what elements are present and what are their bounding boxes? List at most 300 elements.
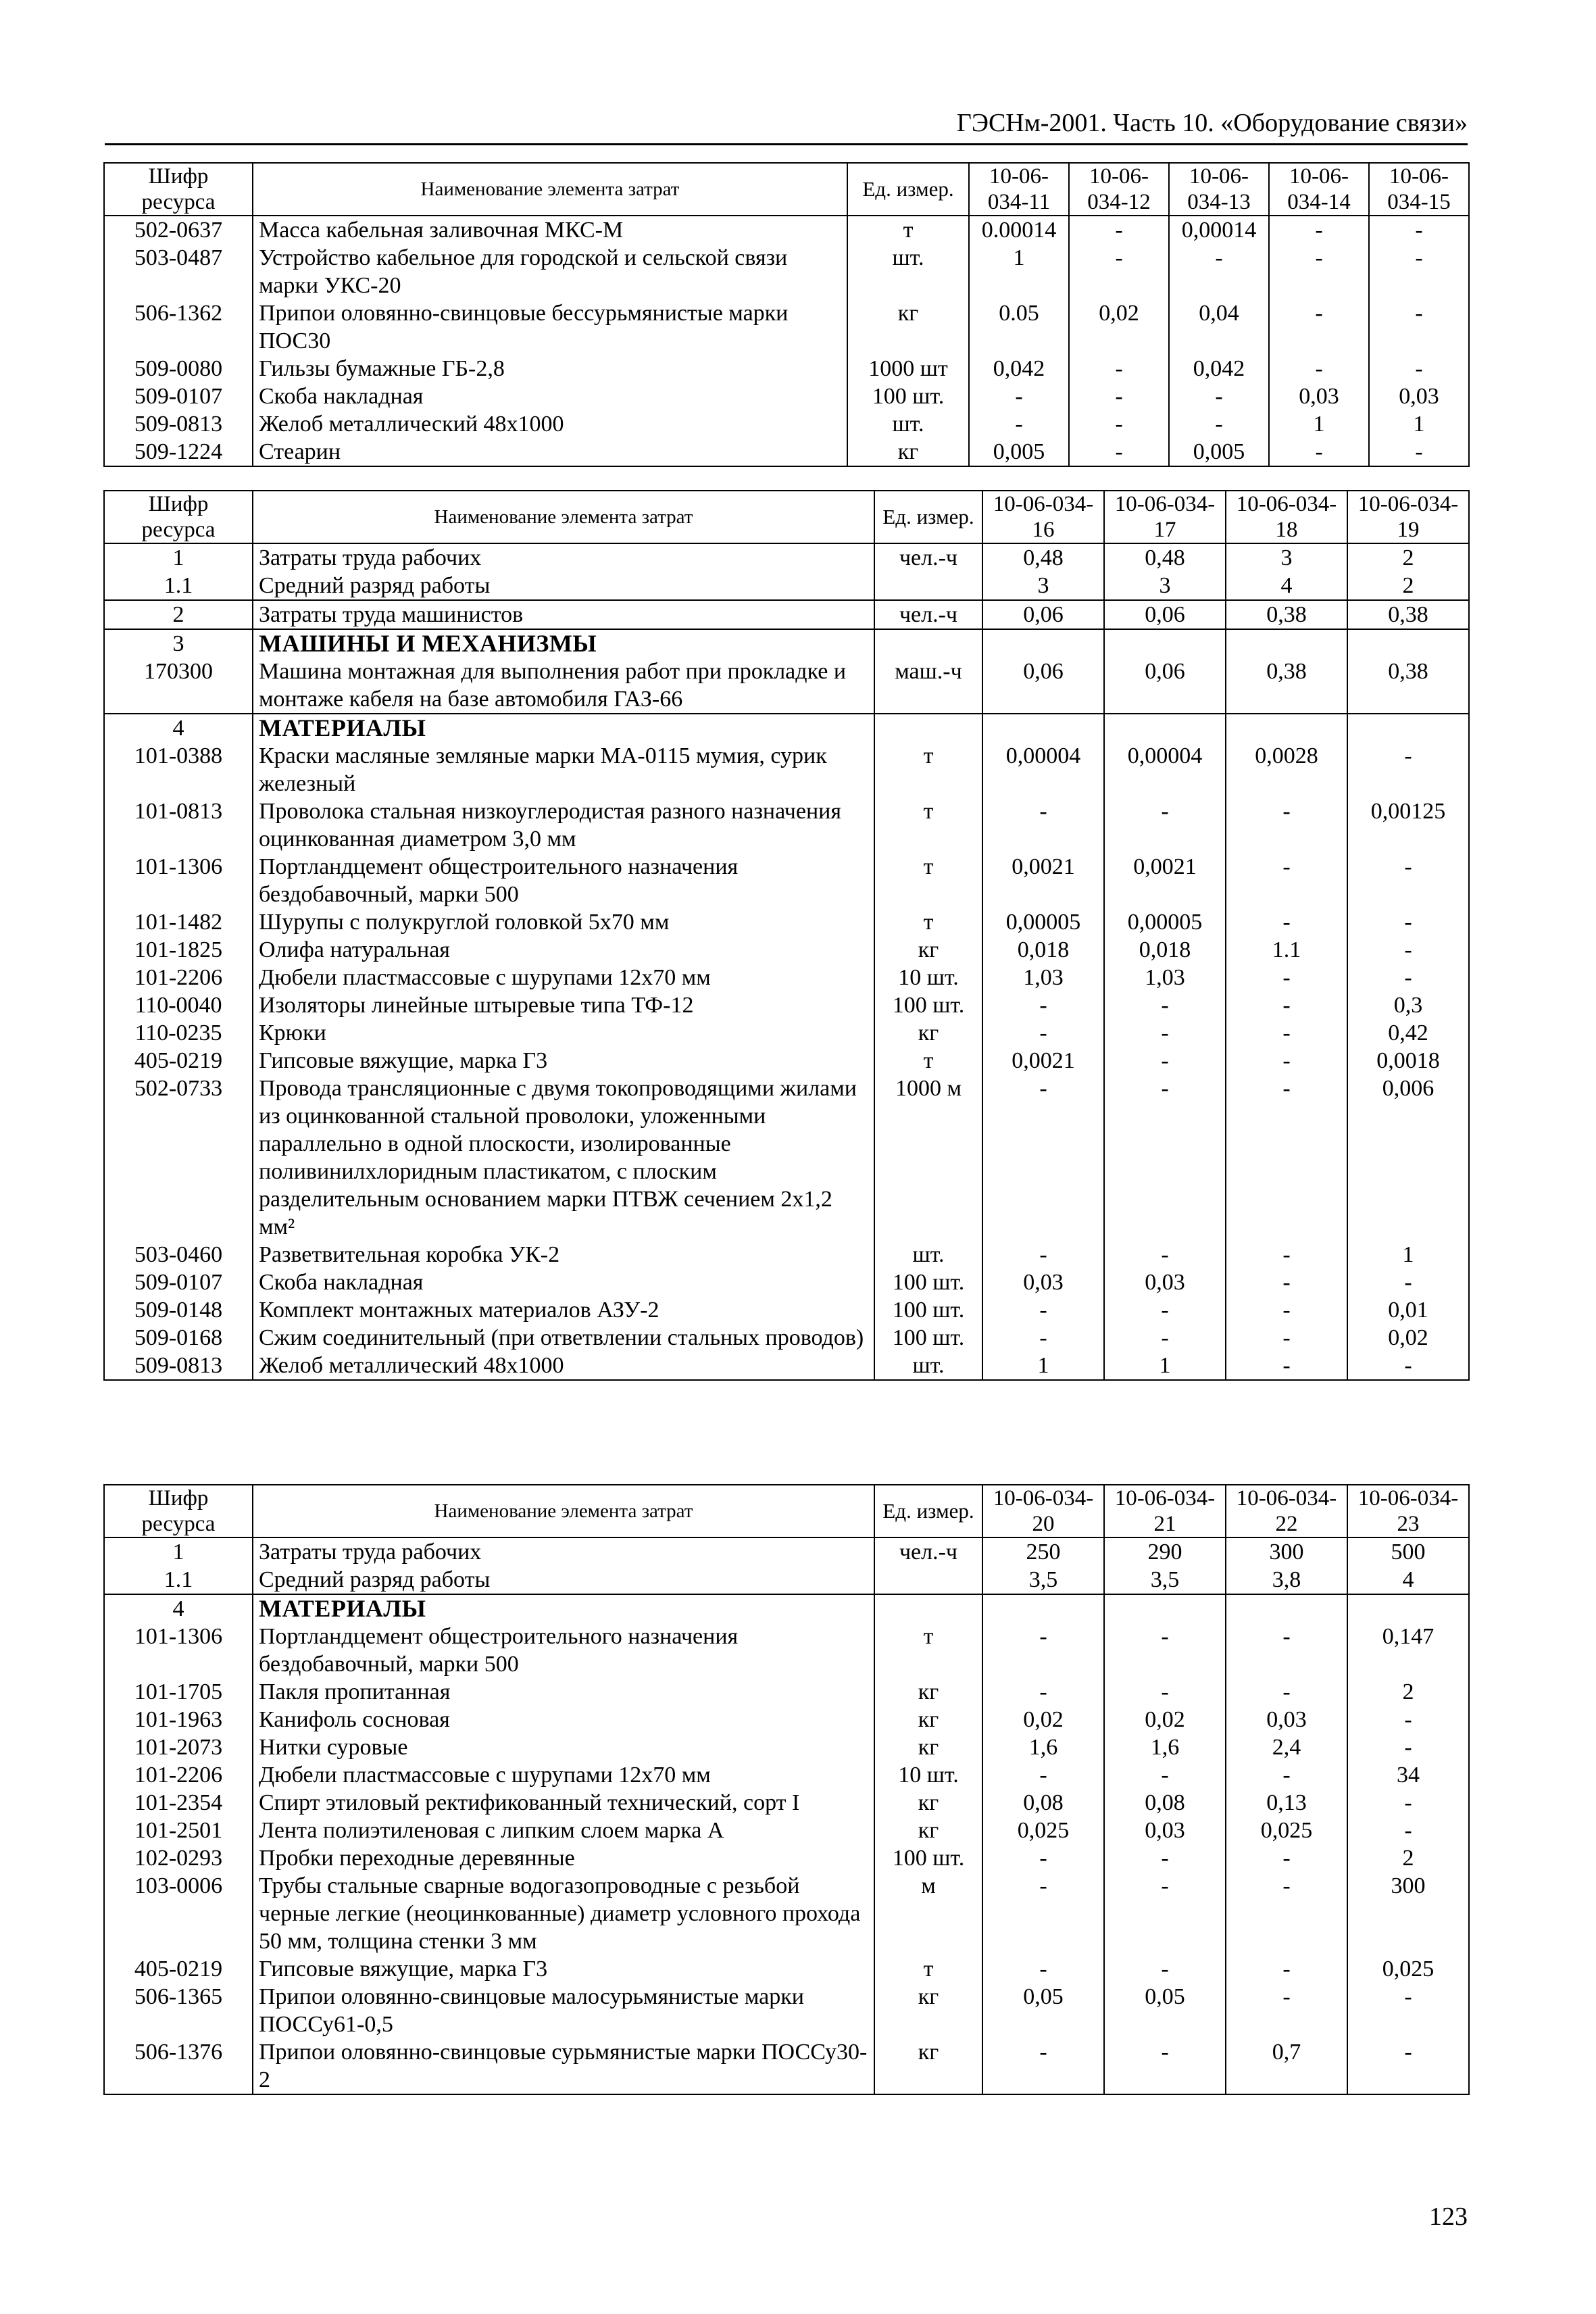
norm-value-cell: 1.1 — [1226, 936, 1347, 964]
norm-value-cell: 0,38 — [1226, 658, 1347, 714]
norm-value-cell: - — [1347, 1789, 1469, 1817]
table-row — [104, 1241, 1469, 1269]
norm-value-cell: - — [1226, 1352, 1347, 1380]
unit-cell: 1000 м — [874, 1075, 982, 1241]
norm-value-cell: - — [1104, 1872, 1226, 1955]
resource-code: 110-0040 — [104, 991, 253, 1019]
norm-value-cell: 0,00004 — [1104, 742, 1226, 797]
cost-element-name: Лента полиэтиленовая с липким слоем марка А — [253, 1817, 874, 1844]
norm-value-cell: 0,08 — [982, 1789, 1104, 1817]
norm-value-cell: - — [1226, 1955, 1347, 1983]
cost-element-name: Трубы стальные сварные водогазопроводные с резьбой черные легкие (неоцинкованные) диаметр условного прохода 50 мм, толщина стенки 3 мм — [253, 1872, 874, 1955]
header-norm: 10-06-034-19 — [1347, 491, 1469, 543]
norm-value-cell: 0,13 — [1226, 1789, 1347, 1817]
norm-value-cell: - — [1226, 1983, 1347, 2038]
page-number: 123 — [1429, 2202, 1468, 2231]
cost-element-name: Спирт этиловый ректификованный технический, сорт I — [253, 1789, 874, 1817]
norm-value-cell: 2 — [1347, 572, 1469, 600]
cost-element-name: Гипсовые вяжущие, марка Г3 — [253, 1955, 874, 1983]
resource-code: 509-0107 — [104, 1269, 253, 1296]
norm-value-cell: - — [1369, 244, 1469, 299]
norm-value-cell: 0,06 — [1104, 658, 1226, 714]
norm-value-cell: - — [1369, 216, 1469, 244]
resource-code: 503-0460 — [104, 1241, 253, 1269]
unit-cell: кг — [874, 1678, 982, 1706]
norm-value-cell — [1347, 1594, 1469, 1623]
norm-value-cell: - — [1347, 964, 1469, 991]
norm-value-cell: - — [982, 1019, 1104, 1047]
norm-value-cell: 1 — [969, 244, 1069, 299]
norm-value-cell: - — [982, 1761, 1104, 1789]
norm-value-cell: - — [1104, 1296, 1226, 1324]
cost-element-name: Разветвительная коробка УК-2 — [253, 1241, 874, 1269]
norm-value-cell: 0.05 — [969, 299, 1069, 355]
cost-element-name: Средний разряд работы — [253, 1566, 874, 1594]
norm-value-cell: - — [982, 991, 1104, 1019]
unit-cell: кг — [874, 936, 982, 964]
norm-value-cell — [1104, 1594, 1226, 1623]
header-rule — [105, 143, 1468, 145]
norm-value-cell: 0,0018 — [1347, 1047, 1469, 1075]
header-norm: 10-06-034-23 — [1347, 1485, 1469, 1537]
norm-value-cell: - — [982, 1075, 1104, 1241]
norm-value-cell: 0,7 — [1226, 2038, 1347, 2094]
norm-value-cell: 0,00125 — [1347, 797, 1469, 853]
cost-element-name: Провода трансляционные с двумя токопроводящими жилами из оцинкованной стальной проволоки, уложенными параллельно в одной плоскости, изолированные поливинилхлоридным пластикатом, с плоским разделительным основанием марки ПТВЖ сечением 2х1,2 мм² — [253, 1075, 874, 1241]
norm-value-cell: 0,02 — [1069, 299, 1169, 355]
resource-code: 502-0637 — [104, 216, 253, 244]
norm-value-cell: - — [969, 410, 1069, 438]
norm-value-cell: - — [1226, 1047, 1347, 1075]
resource-table-1 — [103, 162, 1470, 467]
norm-value-cell: - — [1104, 797, 1226, 853]
norm-value-cell: - — [1069, 410, 1169, 438]
header-norm: 10-06-034-11 — [969, 163, 1069, 216]
unit-cell: т — [874, 742, 982, 797]
norm-value-cell: 0,38 — [1347, 658, 1469, 714]
table-row — [104, 2038, 1469, 2094]
header-name: Наименование элемента затрат — [253, 491, 874, 543]
header-code: Шифр ресурса — [104, 163, 253, 216]
resource-code: 101-1963 — [104, 1706, 253, 1733]
unit-cell: чел.-ч — [874, 600, 982, 629]
norm-value-cell: - — [1104, 1075, 1226, 1241]
norm-value-cell: - — [982, 1623, 1104, 1678]
header-unit: Ед. измер. — [874, 491, 982, 543]
table-row — [104, 1789, 1469, 1817]
norm-value-cell: - — [1347, 1352, 1469, 1380]
norm-value-cell: - — [1104, 1047, 1226, 1075]
norm-value-cell: 1 — [1104, 1352, 1226, 1380]
norm-value-cell: - — [1226, 853, 1347, 908]
resource-code: 110-0235 — [104, 1019, 253, 1047]
norm-value-cell: - — [1226, 1872, 1347, 1955]
norm-value-cell: 0,05 — [982, 1983, 1104, 2038]
table-row — [104, 1817, 1469, 1844]
norm-value-cell: 0,48 — [1104, 543, 1226, 572]
norm-value-cell: 0,00004 — [982, 742, 1104, 797]
unit-cell: кг — [847, 438, 969, 466]
norm-value-cell: 0,00005 — [1104, 908, 1226, 936]
norm-value-cell: - — [1347, 1733, 1469, 1761]
cost-element-name: Пакля пропитанная — [253, 1678, 874, 1706]
header-code: Шифр ресурса — [104, 1485, 253, 1537]
resource-code: 506-1362 — [104, 299, 253, 355]
norm-value-cell: 0,42 — [1347, 1019, 1469, 1047]
resource-code: 509-0107 — [104, 383, 253, 410]
norm-value-cell: 0,3 — [1347, 991, 1469, 1019]
norm-value-cell: 0,042 — [1169, 355, 1269, 383]
norm-value-cell: - — [1069, 383, 1169, 410]
norm-value-cell: 0,03 — [1104, 1269, 1226, 1296]
resource-code: 101-2073 — [104, 1733, 253, 1761]
norm-value-cell: 0,005 — [1169, 438, 1269, 466]
norm-value-cell: - — [982, 1678, 1104, 1706]
norm-value-cell: 3,5 — [1104, 1566, 1226, 1594]
norm-value-cell: - — [1069, 216, 1169, 244]
norm-value-cell: - — [982, 1324, 1104, 1352]
table-row — [104, 1566, 1469, 1594]
norm-value-cell: 1 — [1347, 1241, 1469, 1269]
unit-cell: кг — [874, 1706, 982, 1733]
resource-code: 4 — [104, 714, 253, 742]
resource-code: 4 — [104, 1594, 253, 1623]
cost-element-name: Сжим соединительный (при ответвлении стальных проводов) — [253, 1324, 874, 1352]
table-row — [104, 1296, 1469, 1324]
norm-value-cell: - — [1104, 2038, 1226, 2094]
norm-value-cell: 3 — [1226, 543, 1347, 572]
cost-element-name: Затраты труда рабочих — [253, 543, 874, 572]
unit-cell: 100 шт. — [874, 1296, 982, 1324]
resource-code: 2 — [104, 600, 253, 629]
norm-value-cell: - — [1226, 1844, 1347, 1872]
unit-cell: т — [874, 853, 982, 908]
norm-value-cell: 2,4 — [1226, 1733, 1347, 1761]
norm-value-cell — [1347, 629, 1469, 658]
unit-cell — [874, 572, 982, 600]
table-row — [104, 1594, 1469, 1623]
norm-value-cell: - — [1226, 1269, 1347, 1296]
norm-value-cell: - — [1226, 1296, 1347, 1324]
norm-value-cell: - — [1104, 1623, 1226, 1678]
norm-value-cell: 0,018 — [1104, 936, 1226, 964]
resource-code: 405-0219 — [104, 1047, 253, 1075]
resource-code: 101-2206 — [104, 1761, 253, 1789]
norm-value-cell: 0,03 — [1369, 383, 1469, 410]
resource-code: 1 — [104, 1537, 253, 1566]
table-row — [104, 936, 1469, 964]
norm-value-cell: 0,0021 — [982, 1047, 1104, 1075]
header-norm: 10-06-034-17 — [1104, 491, 1226, 543]
norm-value-cell: - — [1226, 1019, 1347, 1047]
norm-value-cell — [1226, 714, 1347, 742]
norm-value-cell: - — [982, 2038, 1104, 2094]
cost-element-name: Затраты труда рабочих — [253, 1537, 874, 1566]
norm-value-cell: - — [1226, 1761, 1347, 1789]
resource-code: 102-0293 — [104, 1844, 253, 1872]
cost-element-name: Дюбели пластмассовые с шурупами 12х70 мм — [253, 964, 874, 991]
header-norm: 10-06-034-13 — [1169, 163, 1269, 216]
unit-cell: м — [874, 1872, 982, 1955]
resource-code: 509-1224 — [104, 438, 253, 466]
norm-value-cell: 0,06 — [1104, 600, 1226, 629]
norm-value-cell: 0,08 — [1104, 1789, 1226, 1817]
norm-value-cell: 500 — [1347, 1537, 1469, 1566]
resource-code: 506-1365 — [104, 1983, 253, 2038]
norm-value-cell: 0,042 — [969, 355, 1069, 383]
unit-cell: 100 шт. — [874, 1844, 982, 1872]
table-row — [104, 1872, 1469, 1955]
norm-value-cell: - — [1226, 991, 1347, 1019]
resource-code: 503-0487 — [104, 244, 253, 299]
unit-cell: т — [847, 216, 969, 244]
norm-value-cell: 1 — [1269, 410, 1369, 438]
table-row — [104, 1706, 1469, 1733]
norm-value-cell: 0.00014 — [969, 216, 1069, 244]
norm-value-cell: 250 — [982, 1537, 1104, 1566]
norm-value-cell: - — [1226, 1623, 1347, 1678]
norm-value-cell: 1,6 — [1104, 1733, 1226, 1761]
cost-element-name: Изоляторы линейные штыревые типа ТФ-12 — [253, 991, 874, 1019]
norm-value-cell: - — [1104, 1761, 1226, 1789]
section-heading: МАТЕРИАЛЫ — [253, 1594, 874, 1623]
norm-value-cell — [982, 1594, 1104, 1623]
norm-value-cell: 1,6 — [982, 1733, 1104, 1761]
resource-code: 3 — [104, 629, 253, 658]
norm-value-cell: - — [1104, 1241, 1226, 1269]
norm-value-cell: 300 — [1347, 1872, 1469, 1955]
norm-value-cell: - — [1347, 936, 1469, 964]
header-norm: 10-06-034-22 — [1226, 1485, 1347, 1537]
norm-value-cell: - — [982, 797, 1104, 853]
norm-value-cell: - — [1269, 216, 1369, 244]
norm-value-cell — [982, 629, 1104, 658]
norm-value-cell: - — [1104, 1019, 1226, 1047]
header-norm: 10-06-034-15 — [1369, 163, 1469, 216]
unit-cell: т — [874, 1047, 982, 1075]
header-norm: 10-06-034-12 — [1069, 163, 1169, 216]
resource-code: 509-0813 — [104, 410, 253, 438]
cost-element-name: Припои оловянно-свинцовые малосурьмянистые марки ПОССу61-0,5 — [253, 1983, 874, 2038]
cost-element-name: Скоба накладная — [253, 383, 847, 410]
resource-code: 101-2354 — [104, 1789, 253, 1817]
table-row — [104, 1761, 1469, 1789]
table-row — [104, 964, 1469, 991]
norm-value-cell: - — [969, 383, 1069, 410]
table-row — [104, 1352, 1469, 1380]
header-norm: 10-06-034-14 — [1269, 163, 1369, 216]
cost-element-name: Скоба накладная — [253, 1269, 874, 1296]
header-norm: 10-06-034-20 — [982, 1485, 1104, 1537]
table-row — [104, 600, 1469, 629]
resource-code: 101-2206 — [104, 964, 253, 991]
unit-cell: шт. — [847, 410, 969, 438]
norm-value-cell: 0,03 — [982, 1269, 1104, 1296]
cost-element-name: Портландцемент общестроительного назначения бездобавочный, марки 500 — [253, 1623, 874, 1678]
cost-element-name: Затраты труда машинистов — [253, 600, 874, 629]
resource-code: 101-0813 — [104, 797, 253, 853]
norm-value-cell: 0,005 — [969, 438, 1069, 466]
norm-value-cell: - — [1369, 438, 1469, 466]
table-row — [104, 299, 1469, 355]
norm-value-cell: 0,38 — [1226, 600, 1347, 629]
cost-element-name: Проволока стальная низкоуглеродистая разного назначения оцинкованная диаметром 3,0 мм — [253, 797, 874, 853]
norm-value-cell: 0,02 — [1347, 1324, 1469, 1352]
cost-element-name: Припои оловянно-свинцовые сурьмянистые марки ПОССу30-2 — [253, 2038, 874, 2094]
document-header-title: ГЭСНм-2001. Часть 10. «Оборудование связи» — [956, 109, 1468, 137]
resource-code: 502-0733 — [104, 1075, 253, 1241]
unit-cell: кг — [847, 299, 969, 355]
norm-value-cell: - — [1104, 1955, 1226, 1983]
norm-value-cell: - — [982, 1296, 1104, 1324]
norm-value-cell: 0,06 — [982, 600, 1104, 629]
norm-value-cell: - — [982, 1844, 1104, 1872]
resource-code: 509-0813 — [104, 1352, 253, 1380]
norm-value-cell: - — [1104, 1324, 1226, 1352]
norm-value-cell: 0,03 — [1226, 1706, 1347, 1733]
cost-element-name: Краски масляные земляные марки МА-0115 мумия, сурик железный — [253, 742, 874, 797]
norm-value-cell: - — [1369, 355, 1469, 383]
resource-code: 509-0148 — [104, 1296, 253, 1324]
unit-cell: кг — [874, 1019, 982, 1047]
table-row — [104, 244, 1469, 299]
table-row — [104, 1844, 1469, 1872]
resource-code: 170300 — [104, 658, 253, 714]
norm-value-cell: - — [1226, 797, 1347, 853]
norm-value-cell: 290 — [1104, 1537, 1226, 1566]
norm-value-cell: 0,04 — [1169, 299, 1269, 355]
header-name: Наименование элемента затрат — [253, 1485, 874, 1537]
norm-value-cell: - — [1169, 244, 1269, 299]
norm-value-cell: - — [1347, 2038, 1469, 2094]
norm-value-cell: - — [982, 1955, 1104, 1983]
resource-code: 101-2501 — [104, 1817, 253, 1844]
table-row — [104, 1019, 1469, 1047]
unit-cell — [874, 1566, 982, 1594]
unit-cell: шт. — [874, 1352, 982, 1380]
table-row — [104, 543, 1469, 572]
unit-cell: шт. — [874, 1241, 982, 1269]
norm-value-cell: - — [1347, 742, 1469, 797]
table-row — [104, 797, 1469, 853]
norm-value-cell: 2 — [1347, 1678, 1469, 1706]
cost-element-name: Шурупы с полукруглой головкой 5х70 мм — [253, 908, 874, 936]
norm-value-cell: 300 — [1226, 1537, 1347, 1566]
header-name: Наименование элемента затрат — [253, 163, 847, 216]
table-row — [104, 742, 1469, 797]
norm-value-cell: 0,02 — [1104, 1706, 1226, 1733]
table-row — [104, 383, 1469, 410]
unit-cell — [874, 714, 982, 742]
unit-cell: т — [874, 908, 982, 936]
cost-element-name: Машина монтажная для выполнения работ при прокладке и монтаже кабеля на базе автомобиля ГАЗ-66 — [253, 658, 874, 714]
norm-value-cell: 0,38 — [1347, 600, 1469, 629]
cost-element-name: Средний разряд работы — [253, 572, 874, 600]
norm-value-cell: - — [1104, 1678, 1226, 1706]
norm-value-cell — [1226, 629, 1347, 658]
norm-value-cell: 0,018 — [982, 936, 1104, 964]
unit-cell: маш.-ч — [874, 658, 982, 714]
norm-value-cell: 0,03 — [1104, 1817, 1226, 1844]
unit-cell — [874, 629, 982, 658]
unit-cell: 10 шт. — [874, 1761, 982, 1789]
norm-value-cell: 0,01 — [1347, 1296, 1469, 1324]
norm-value-cell: 3 — [982, 572, 1104, 600]
resource-code: 103-0006 — [104, 1872, 253, 1955]
header-unit: Ед. измер. — [847, 163, 969, 216]
norm-value-cell: 4 — [1226, 572, 1347, 600]
norm-value-cell: - — [1269, 355, 1369, 383]
norm-value-cell: - — [1369, 299, 1469, 355]
table-row — [104, 991, 1469, 1019]
table-row — [104, 572, 1469, 600]
norm-value-cell: - — [1069, 244, 1169, 299]
norm-value-cell: - — [1347, 1706, 1469, 1733]
table-row — [104, 355, 1469, 383]
resource-code: 101-1705 — [104, 1678, 253, 1706]
cost-element-name: Олифа натуральная — [253, 936, 874, 964]
unit-cell: чел.-ч — [874, 1537, 982, 1566]
cost-element-name: Пробки переходные деревянные — [253, 1844, 874, 1872]
table-row — [104, 1955, 1469, 1983]
norm-value-cell: 0,03 — [1269, 383, 1369, 410]
cost-element-name: Дюбели пластмассовые с шурупами 12х70 мм — [253, 1761, 874, 1789]
table-row — [104, 629, 1469, 658]
resource-code: 101-1306 — [104, 853, 253, 908]
norm-value-cell: 0,025 — [1226, 1817, 1347, 1844]
cost-element-name: Комплект монтажных материалов АЗУ-2 — [253, 1296, 874, 1324]
norm-value-cell: 3,8 — [1226, 1566, 1347, 1594]
table-row — [104, 714, 1469, 742]
norm-value-cell: 0,025 — [982, 1817, 1104, 1844]
resource-table-2 — [103, 490, 1470, 1381]
norm-value-cell: 0,0028 — [1226, 742, 1347, 797]
norm-value-cell: 2 — [1347, 1844, 1469, 1872]
norm-value-cell: - — [1069, 438, 1169, 466]
norm-value-cell: - — [982, 1241, 1104, 1269]
norm-value-cell: 1 — [982, 1352, 1104, 1380]
norm-value-cell: 0,006 — [1347, 1075, 1469, 1241]
cost-element-name: Желоб металлический 48x1000 — [253, 410, 847, 438]
norm-value-cell: 0,0021 — [982, 853, 1104, 908]
unit-cell: 100 шт. — [874, 1269, 982, 1296]
table-row — [104, 438, 1469, 466]
norm-value-cell: - — [1347, 908, 1469, 936]
norm-value-cell: 0,48 — [982, 543, 1104, 572]
norm-value-cell — [982, 714, 1104, 742]
resource-code: 101-1306 — [104, 1623, 253, 1678]
cost-element-name: Желоб металлический 48x1000 — [253, 1352, 874, 1380]
cost-element-name: Портландцемент общестроительного назначения бездобавочный, марки 500 — [253, 853, 874, 908]
table-row — [104, 1047, 1469, 1075]
norm-value-cell: 0,06 — [982, 658, 1104, 714]
norm-value-cell: - — [1169, 383, 1269, 410]
table-row — [104, 853, 1469, 908]
norm-value-cell: - — [1104, 1844, 1226, 1872]
norm-value-cell: 2 — [1347, 543, 1469, 572]
table-row — [104, 410, 1469, 438]
norm-value-cell: - — [1347, 853, 1469, 908]
table-row — [104, 1623, 1469, 1678]
resource-code: 1.1 — [104, 1566, 253, 1594]
unit-cell: кг — [874, 1789, 982, 1817]
norm-value-cell: 0,05 — [1104, 1983, 1226, 2038]
table-row — [104, 908, 1469, 936]
norm-value-cell: - — [1226, 1075, 1347, 1241]
table-row — [104, 1678, 1469, 1706]
resource-code: 101-1825 — [104, 936, 253, 964]
header-norm: 10-06-034-16 — [982, 491, 1104, 543]
